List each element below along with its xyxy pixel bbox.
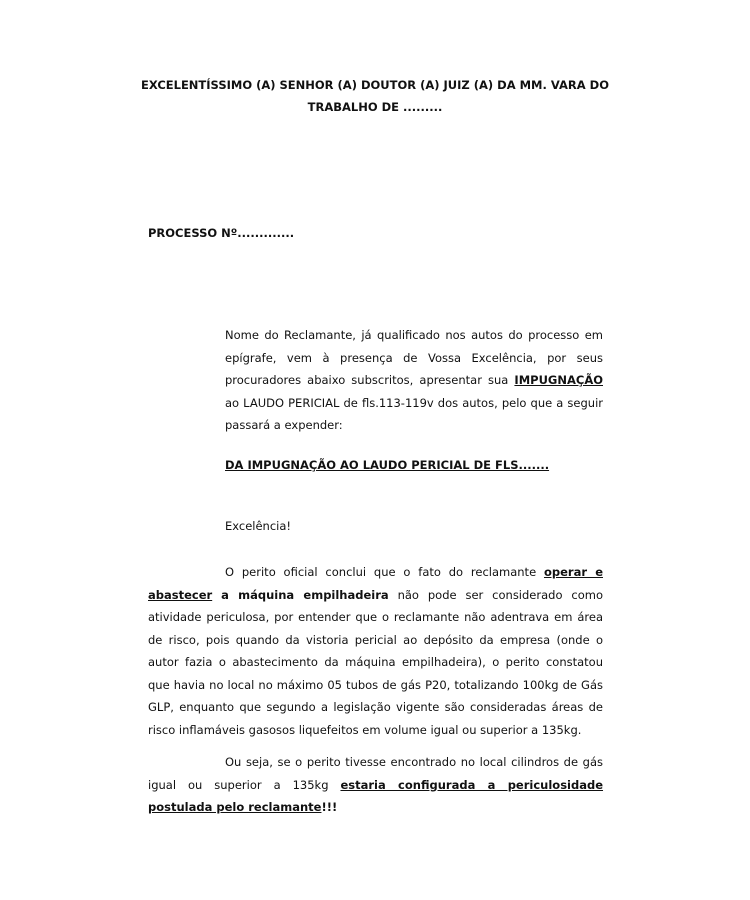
para1-highlight-operar: operar e abastecer (148, 565, 603, 602)
document-heading (140, 74, 610, 118)
para2-highlight: estaria configurada a periculosidade postulada pelo reclamante (148, 777, 604, 814)
paragraph-2 (148, 751, 603, 819)
section-subtitle: DA IMPUGNAÇÃO AO LAUDO PERICIAL DE FLS....... (225, 458, 550, 472)
para1-text-before: O perito oficial conclui que o fato do reclamante (225, 565, 537, 579)
para2-exclaim: !!! (321, 800, 338, 814)
intro-text-after: ao LAUDO PERICIAL de fls.113-119v dos autos, pelo que a seguir passará a expender: (225, 395, 603, 432)
intro-text-before: Nome do Reclamante, já qualificado nos autos do processo em epígrafe, vem à presença de Vossa Excelência, por seus procuradores abaixo subscritos, apresentar sua (225, 328, 603, 387)
para2-text-before: Ou seja, se o perito tivesse encontrado no local cilindros de gás igual ou superior a 135kg (148, 755, 603, 792)
greeting: Excelência! (225, 519, 292, 533)
process-number: PROCESSO Nº............. (148, 226, 295, 240)
heading-line-2: TRABALHO DE ......... (307, 100, 443, 114)
heading-line-1: EXCELENTÍSSIMO (A) SENHOR (A) DOUTOR (A) JUIZ (A) DA MM. VARA DO (141, 78, 609, 92)
impugnacao-highlight: IMPUGNAÇÃO (514, 373, 603, 387)
paragraph-1 (148, 561, 603, 741)
intro-paragraph (225, 324, 603, 437)
para1-text-after: não pode ser considerado como atividade periculosa, por entender que o reclamante não adentrava em área de risco, pois quando da vistoria pericial ao depósito da empresa (onde o autor fazia o abastecimento da máquina empilhadeira), o perito constatou que havia no local no máximo 05 tubos de gás P20, totalizando 100kg de Gás GLP, enquanto que segundo a legislação vigente são consideradas áreas de risco inflamáveis gasosos liquefeitos em volume igual ou superior a 135kg. (148, 587, 603, 737)
para1-highlight-maquina: a máquina empilhadeira (221, 587, 389, 602)
